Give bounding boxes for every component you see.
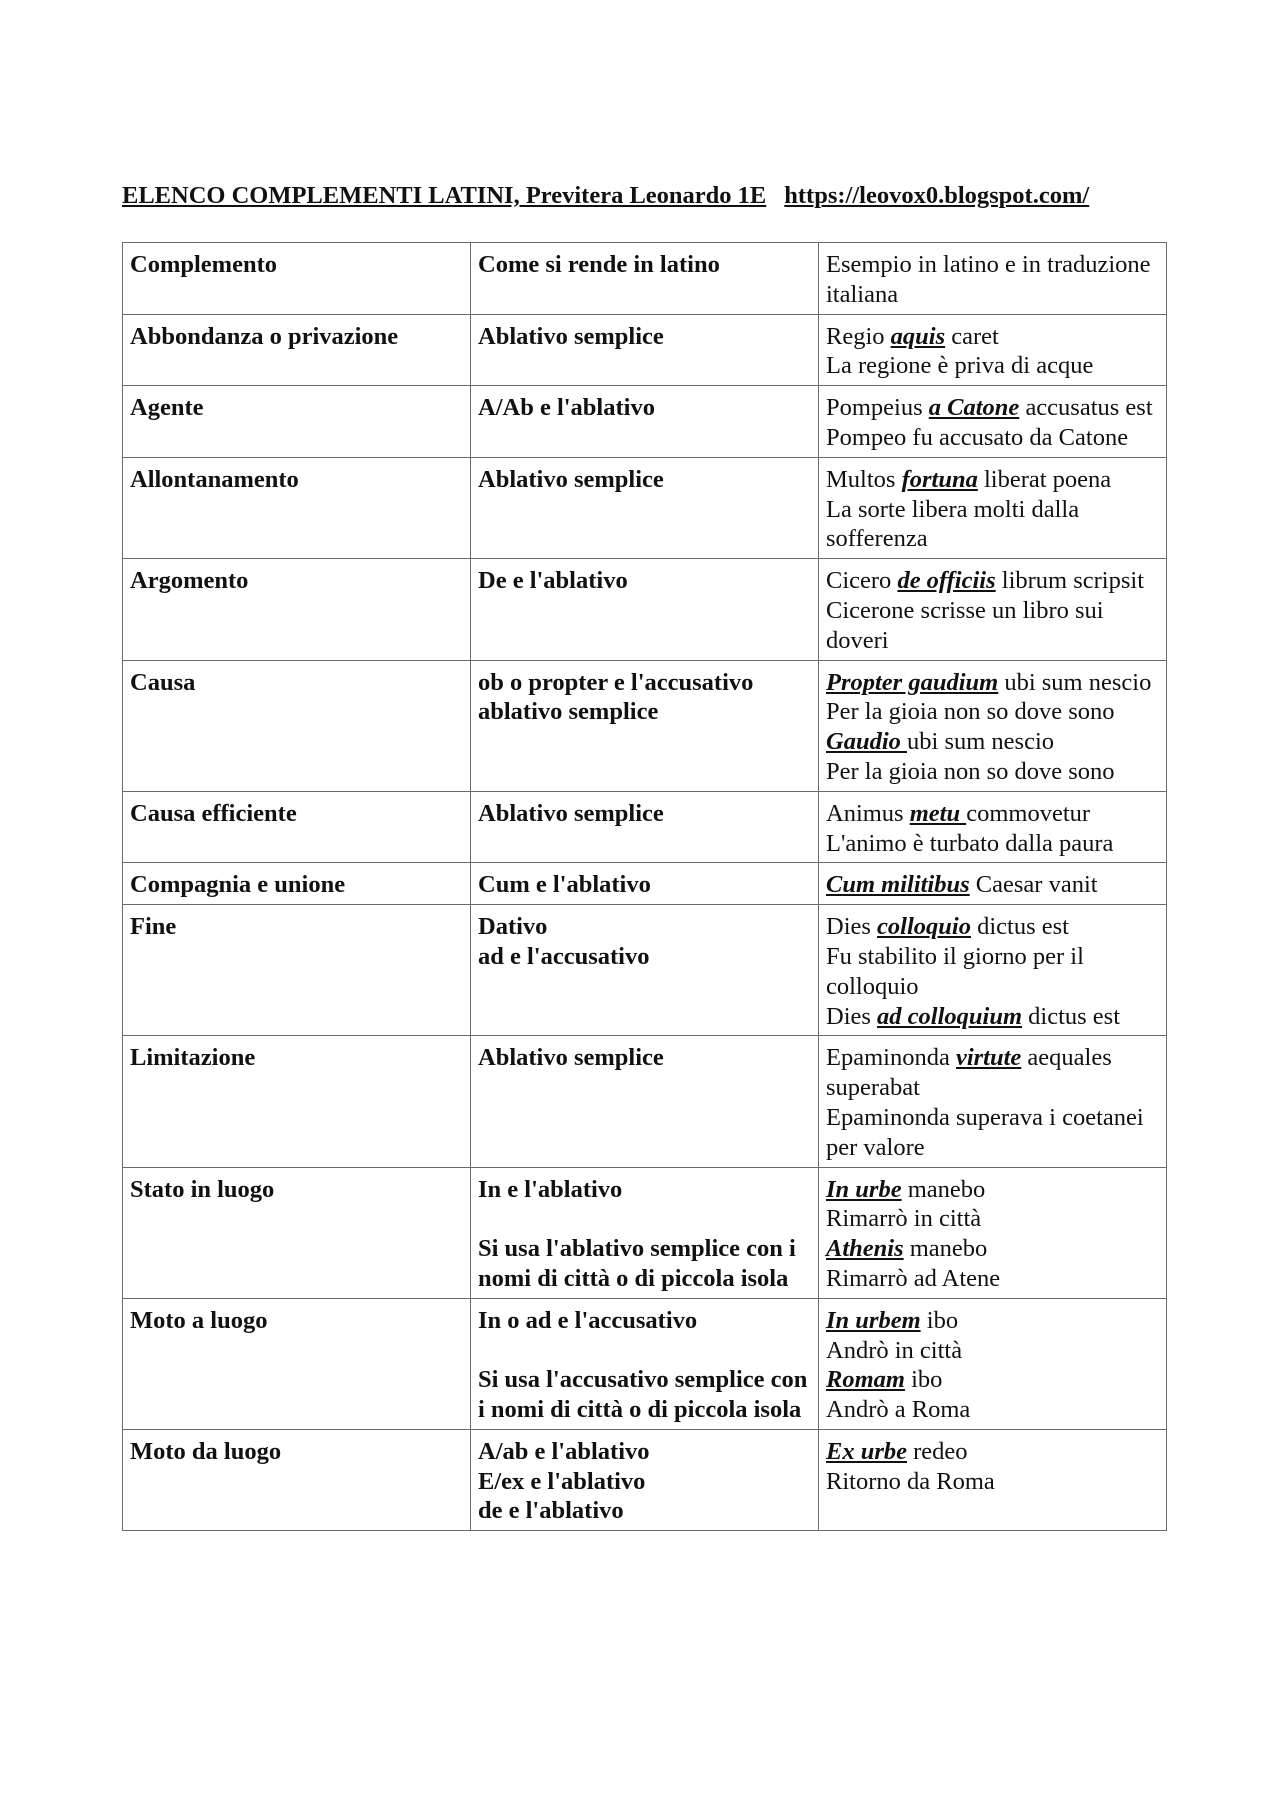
example-text: Andrò a Roma xyxy=(826,1396,971,1424)
latin-rule-line: Si usa l'ablativo semplice con i nomi di città o di piccola isola xyxy=(478,1235,796,1292)
latin-rule-line: Ablativo semplice xyxy=(478,1044,664,1072)
example-cell xyxy=(819,660,1167,791)
example-text: ubi sum nescio xyxy=(907,728,1055,756)
header-complemento: Complemento xyxy=(123,243,471,315)
latin-rule-cell xyxy=(471,314,819,386)
example-cell xyxy=(819,863,1167,905)
latin-rule-cell xyxy=(471,386,819,458)
complemento-name: Argomento xyxy=(123,559,471,660)
example-text: Cicero xyxy=(826,567,898,595)
latin-rule-line: ob o propter e l'accusativo xyxy=(478,668,754,696)
example-text: manebo xyxy=(901,1175,986,1203)
example-line xyxy=(826,1306,1160,1336)
table-row xyxy=(123,1298,1167,1429)
complemento-name: Abbondanza o privazione xyxy=(123,314,471,386)
example-text: librum scripsit xyxy=(995,567,1145,595)
example-text: ibo xyxy=(904,1366,943,1394)
latin-rule-cell xyxy=(471,1167,819,1298)
example-text: commovetur xyxy=(966,799,1091,827)
latin-highlight: In urbem xyxy=(826,1306,921,1334)
example-line xyxy=(826,912,1160,942)
example-text: Epaminonda xyxy=(826,1044,956,1072)
complementi-table xyxy=(122,242,1167,1531)
latin-rule-line: ad e l'accusativo xyxy=(478,942,650,970)
page-title xyxy=(122,181,1182,211)
latin-highlight: Gaudio xyxy=(826,728,908,756)
latin-highlight: de officiis xyxy=(897,567,996,595)
example-text: ubi sum nescio xyxy=(998,668,1152,696)
example-line xyxy=(826,1467,1160,1497)
document-heading: ELENCO COMPLEMENTI LATINI, Previtera Leonardo 1E xyxy=(122,182,767,209)
complemento-name: Compagnia e unione xyxy=(123,863,471,905)
example-text: Regio xyxy=(826,322,891,350)
example-line xyxy=(826,393,1160,423)
example-text: liberat poena xyxy=(977,465,1112,493)
example-cell xyxy=(819,1036,1167,1167)
latin-highlight: Romam xyxy=(826,1366,905,1394)
table-row xyxy=(123,660,1167,791)
example-cell xyxy=(819,905,1167,1036)
example-line xyxy=(826,1437,1160,1467)
latin-highlight: virtute xyxy=(955,1044,1022,1072)
latin-highlight: ad colloquium xyxy=(877,1002,1023,1030)
table-row xyxy=(123,314,1167,386)
blog-url-link[interactable]: https://leovox0.blogspot.com/ xyxy=(784,182,1090,209)
latin-rule-cell xyxy=(471,863,819,905)
example-line xyxy=(826,1043,1160,1103)
example-line xyxy=(826,596,1160,656)
example-text: redeo xyxy=(907,1437,968,1465)
latin-rule-line: Ablativo semplice xyxy=(478,322,664,350)
example-line xyxy=(826,423,1160,453)
table-row xyxy=(123,1167,1167,1298)
example-line xyxy=(826,697,1160,727)
example-line xyxy=(826,351,1160,381)
latin-rule-line: Cum e l'ablativo xyxy=(478,871,651,899)
example-line xyxy=(826,495,1160,555)
example-cell xyxy=(819,791,1167,863)
latin-highlight: fortuna xyxy=(901,465,978,493)
latin-rule-line xyxy=(478,1336,812,1366)
complemento-name: Limitazione xyxy=(123,1036,471,1167)
example-line xyxy=(826,757,1160,787)
example-line xyxy=(826,829,1160,859)
example-text: La regione è priva di acque xyxy=(826,352,1094,380)
latin-rule-line: De e l'ablativo xyxy=(478,567,628,595)
complemento-name: Fine xyxy=(123,905,471,1036)
example-text: Rimarrò ad Atene xyxy=(826,1264,1001,1292)
example-text: caret xyxy=(945,322,999,350)
complemento-name: Allontanamento xyxy=(123,457,471,558)
example-cell xyxy=(819,457,1167,558)
example-line xyxy=(826,1204,1160,1234)
latin-highlight: Ex urbe xyxy=(826,1437,908,1465)
example-line xyxy=(826,1175,1160,1205)
complemento-name: Agente xyxy=(123,386,471,458)
latin-rule-line xyxy=(478,1204,812,1234)
example-line xyxy=(826,1365,1160,1395)
table-body xyxy=(123,314,1167,1531)
example-text: Caesar vanit xyxy=(969,871,1098,899)
latin-rule-line: E/ex e l'ablativo xyxy=(478,1467,646,1495)
latin-rule-line: Si usa l'accusativo semplice con i nomi di città o di piccola isola xyxy=(478,1366,808,1424)
latin-rule-line: Dativo xyxy=(478,913,548,941)
latin-rule-line: In o ad e l'accusativo xyxy=(478,1306,698,1334)
latin-rule-cell xyxy=(471,660,819,791)
example-text: La sorte libera molti dalla sofferenza xyxy=(826,495,1080,553)
latin-rule-line: ablativo semplice xyxy=(478,698,659,726)
example-cell xyxy=(819,559,1167,660)
latin-rule-cell xyxy=(471,791,819,863)
latin-highlight: a Catone xyxy=(928,394,1020,422)
example-line xyxy=(826,942,1160,1002)
latin-rule-cell xyxy=(471,559,819,660)
latin-highlight: Athenis xyxy=(826,1235,904,1263)
latin-highlight: Propter gaudium xyxy=(826,668,999,696)
example-line xyxy=(826,870,1160,900)
table-header-row xyxy=(123,243,1167,315)
example-text: Cicerone scrisse un libro sui doveri xyxy=(826,596,1104,654)
example-line xyxy=(826,1002,1160,1032)
header-esempio: Esempio in latino e in traduzione italiana xyxy=(819,243,1167,315)
example-text: Per la gioia non so dove sono xyxy=(826,698,1115,726)
latin-rule-cell xyxy=(471,905,819,1036)
table-row xyxy=(123,457,1167,558)
complemento-name: Stato in luogo xyxy=(123,1167,471,1298)
example-cell xyxy=(819,1298,1167,1429)
table-row xyxy=(123,905,1167,1036)
latin-rule-cell xyxy=(471,1429,819,1530)
example-line xyxy=(826,1336,1160,1366)
header-come-si-rende: Come si rende in latino xyxy=(471,243,819,315)
table-row xyxy=(123,559,1167,660)
example-cell xyxy=(819,314,1167,386)
example-text: ibo xyxy=(920,1306,959,1334)
example-line xyxy=(826,1264,1160,1294)
example-line xyxy=(826,1103,1160,1163)
example-line xyxy=(826,799,1160,829)
example-text: Fu stabilito il giorno per il colloquio xyxy=(826,942,1084,1000)
latin-rule-line: Ablativo semplice xyxy=(478,799,664,827)
latin-highlight: aquis xyxy=(890,322,946,350)
example-text: Pompeo fu accusato da Catone xyxy=(826,423,1129,451)
example-line xyxy=(826,1395,1160,1425)
example-text: Epaminonda superava i coetanei per valore xyxy=(826,1103,1144,1161)
complemento-name: Moto a luogo xyxy=(123,1298,471,1429)
example-text: aequales superabat xyxy=(826,1044,1112,1102)
table-row xyxy=(123,1429,1167,1530)
latin-rule-cell xyxy=(471,1036,819,1167)
example-line xyxy=(826,727,1160,757)
latin-rule-line: Ablativo semplice xyxy=(478,465,664,493)
complemento-name: Moto da luogo xyxy=(123,1429,471,1530)
example-text: Rimarrò in città xyxy=(826,1205,982,1233)
example-text: Andrò in città xyxy=(826,1336,963,1364)
example-cell xyxy=(819,386,1167,458)
example-line xyxy=(826,668,1160,698)
latin-rule-cell xyxy=(471,1298,819,1429)
latin-rule-line: A/ab e l'ablativo xyxy=(478,1437,650,1465)
table-row xyxy=(123,791,1167,863)
example-text: Dies xyxy=(826,913,878,941)
example-text: Multos xyxy=(826,465,902,493)
latin-highlight: In urbe xyxy=(826,1175,902,1203)
latin-rule-line: de e l'ablativo xyxy=(478,1497,624,1525)
complemento-name: Causa xyxy=(123,660,471,791)
latin-highlight: colloquio xyxy=(877,913,971,941)
example-text: Pompeius xyxy=(826,394,929,422)
example-text: L'animo è turbato dalla paura xyxy=(826,829,1114,857)
table-row xyxy=(123,1036,1167,1167)
example-cell xyxy=(819,1167,1167,1298)
table-row xyxy=(123,863,1167,905)
example-line xyxy=(826,1234,1160,1264)
example-text: Dies xyxy=(826,1002,878,1030)
example-cell xyxy=(819,1429,1167,1530)
latin-rule-cell xyxy=(471,457,819,558)
complemento-name: Causa efficiente xyxy=(123,791,471,863)
example-line xyxy=(826,566,1160,596)
example-line xyxy=(826,322,1160,352)
table-row xyxy=(123,386,1167,458)
example-text: accusatus est xyxy=(1019,394,1153,422)
latin-highlight: Cum militibus xyxy=(826,871,970,899)
example-text: Per la gioia non so dove sono xyxy=(826,757,1115,785)
example-text: Ritorno da Roma xyxy=(826,1467,995,1495)
example-text: dictus est xyxy=(1022,1002,1121,1030)
latin-rule-line: A/Ab e l'ablativo xyxy=(478,394,655,422)
example-text: Animus xyxy=(826,799,910,827)
latin-highlight: metu xyxy=(909,799,967,827)
example-line xyxy=(826,465,1160,495)
example-text: dictus est xyxy=(970,913,1069,941)
latin-rule-line: In e l'ablativo xyxy=(478,1175,623,1203)
example-text: manebo xyxy=(903,1235,988,1263)
